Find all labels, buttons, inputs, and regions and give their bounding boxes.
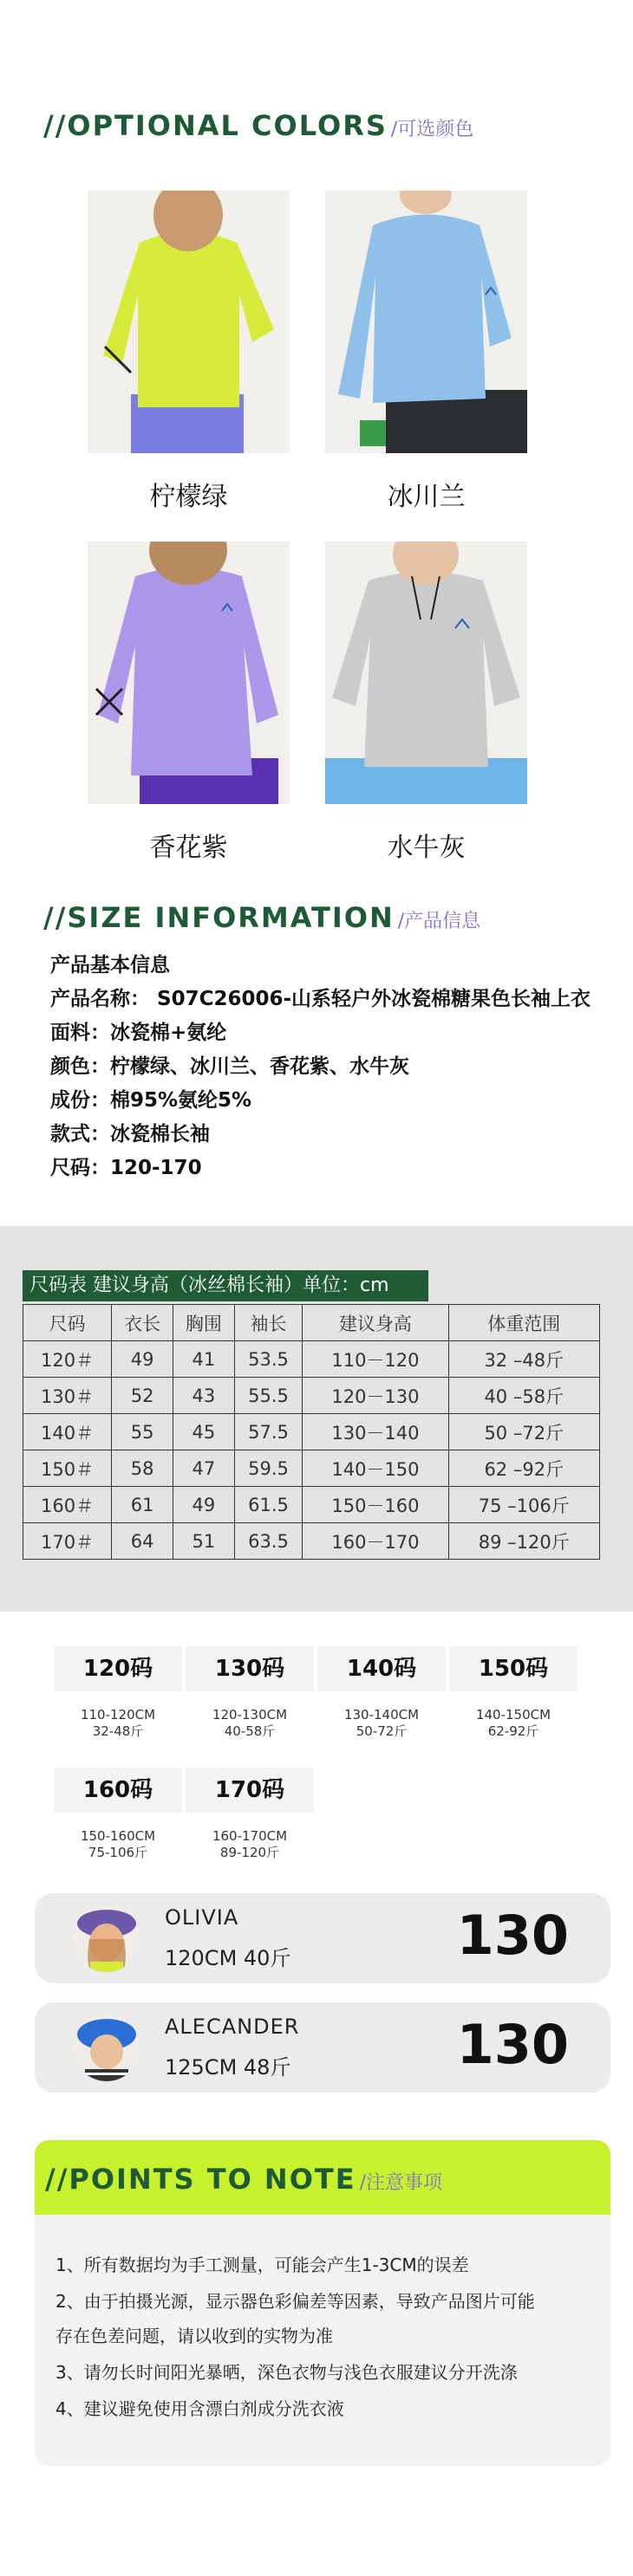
table-cell: 61.5 (234, 1487, 303, 1523)
size-chip-desc (54, 1707, 182, 1740)
size-chip: 130码 (186, 1646, 314, 1691)
table-cell: 64 (112, 1523, 173, 1560)
color-photo-grey (325, 542, 527, 804)
table-cell: 50 –72斤 (448, 1414, 599, 1450)
table-header-cell: 袖长 (234, 1305, 303, 1341)
table-cell: 47 (173, 1450, 234, 1487)
table-cell: 160＃ (23, 1487, 112, 1523)
model-name: ALECANDER (165, 2015, 300, 2039)
table-cell: 32 –48斤 (448, 1341, 599, 1378)
chip-weight: 75-106斤 (88, 1845, 148, 1860)
color-name-blue: 冰川兰 (387, 482, 466, 512)
color-photo-purple (88, 542, 290, 804)
table-row (23, 1341, 600, 1378)
table-cell: 63.5 (234, 1523, 303, 1560)
table-cell: 61 (112, 1487, 173, 1523)
table-cell: 150＃ (23, 1450, 112, 1487)
table-header-cell: 胸围 (173, 1305, 234, 1341)
colors-title-en: //OPTIONAL COLORS (43, 109, 388, 142)
table-cell: 140－150 (303, 1450, 448, 1487)
size-chip-desc (317, 1707, 446, 1740)
product-info (50, 949, 591, 1185)
table-cell: 130＃ (23, 1378, 112, 1414)
chip-height: 130-140CM (343, 1707, 420, 1723)
table-cell: 170＃ (23, 1523, 112, 1560)
table-row (23, 1414, 600, 1450)
chip-weight: 32-48斤 (92, 1723, 144, 1739)
notes-title-cn: /注意事项 (359, 2172, 442, 2194)
girl-portrait-icon (73, 1904, 140, 1972)
table-header-cell: 衣长 (112, 1305, 173, 1341)
size-chip: 140码 (317, 1646, 446, 1691)
model-measurements: 120CM 40斤 (165, 1946, 291, 1970)
model-card-olivia (35, 1893, 610, 1983)
info-line: 产品名称： S07C26006-山系轻户外冰瓷棉糖果色长袖上衣 (50, 988, 591, 1010)
table-cell: 45 (173, 1414, 234, 1450)
table-cell: 130－140 (303, 1414, 448, 1450)
size-title-cn: /产品信息 (397, 911, 481, 932)
color-name-purple: 香花紫 (149, 833, 228, 863)
info-line: 成份：棉95%氨纶5% (50, 1089, 252, 1112)
info-line: 面料：冰瓷棉+氨纶 (50, 1022, 227, 1044)
table-header-row (23, 1305, 600, 1341)
chip-height: 110-120CM (80, 1707, 156, 1723)
table-header-cell: 尺码 (23, 1305, 112, 1341)
note-line: 4、建议避免使用含漂白剂成分洗衣液 (55, 2398, 344, 2419)
table-cell: 52 (112, 1378, 173, 1414)
table-cell: 89 –120斤 (448, 1523, 599, 1560)
table-cell: 49 (112, 1341, 173, 1378)
table-cell: 40 –58斤 (448, 1378, 599, 1414)
lime-shirt-photo (88, 191, 290, 453)
purple-shirt-photo (88, 542, 290, 804)
size-table (23, 1304, 600, 1560)
notes-title-en: //POINTS TO NOTE (45, 2163, 356, 2196)
chip-weight: 40-58斤 (224, 1723, 276, 1739)
size-chip-desc (54, 1828, 182, 1861)
boy-portrait-icon (73, 2014, 140, 2081)
size-chip-desc (186, 1828, 314, 1861)
chip-height: 120-130CM (212, 1707, 288, 1723)
table-cell: 43 (173, 1378, 234, 1414)
note-line: 2、由于拍摄光源，显示器色彩偏差等因素，导致产品图片可能 (55, 2291, 535, 2312)
info-line: 尺码：120-170 (50, 1157, 202, 1179)
chip-weight: 89-120斤 (219, 1845, 280, 1860)
chip-height: 140-150CM (475, 1707, 551, 1723)
table-cell: 55 (112, 1414, 173, 1450)
color-name-grey: 水牛灰 (387, 833, 466, 863)
table-cell: 41 (173, 1341, 234, 1378)
table-row (23, 1450, 600, 1487)
colors-section-title (43, 109, 473, 142)
table-row (23, 1487, 600, 1523)
size-chip-desc (449, 1707, 578, 1740)
table-cell: 57.5 (234, 1414, 303, 1450)
table-cell: 150－160 (303, 1487, 448, 1523)
note-line: 3、请勿长时间阳光暴晒，深色衣物与浅色衣服建议分开洗涤 (55, 2362, 518, 2383)
model-size: 130 (456, 1904, 569, 1967)
color-photo-lime (88, 191, 290, 453)
table-header-cell: 建议身高 (303, 1305, 448, 1341)
chip-height: 150-160CM (80, 1828, 156, 1844)
info-line: 产品基本信息 (50, 954, 170, 977)
info-line: 款式：冰瓷棉长袖 (50, 1123, 210, 1145)
color-photo-blue (325, 191, 527, 453)
chip-height: 160-170CM (212, 1828, 288, 1844)
chip-weight: 50-72斤 (356, 1723, 408, 1739)
size-chip-desc (186, 1707, 314, 1740)
table-cell: 55.5 (234, 1378, 303, 1414)
info-line: 颜色：柠檬绿、冰川兰、香花紫、水牛灰 (50, 1055, 409, 1078)
color-name-lime: 柠檬绿 (149, 482, 228, 512)
chip-weight: 62-92斤 (487, 1723, 539, 1739)
table-cell: 75 –106斤 (448, 1487, 599, 1523)
table-cell: 120－130 (303, 1378, 448, 1414)
size-title-en: //SIZE INFORMATION (43, 901, 395, 934)
table-row (23, 1378, 600, 1414)
notes-section-title (45, 2163, 442, 2196)
alecander-avatar (73, 2014, 140, 2081)
size-section-title (43, 901, 480, 934)
olivia-avatar (73, 1904, 140, 1972)
table-cell: 59.5 (234, 1450, 303, 1487)
table-cell: 49 (173, 1487, 234, 1523)
table-cell: 110－120 (303, 1341, 448, 1378)
model-card-alecander (35, 2002, 610, 2093)
colors-title-cn: /可选颜色 (390, 119, 474, 140)
note-line: 1、所有数据均为手工测量，可能会产生1-3CM的误差 (55, 2255, 469, 2275)
size-chip: 120码 (54, 1646, 182, 1691)
table-cell: 51 (173, 1523, 234, 1560)
blue-shirt-photo (325, 191, 527, 453)
table-cell: 140＃ (23, 1414, 112, 1450)
model-size: 130 (456, 2013, 569, 2076)
model-measurements: 125CM 48斤 (165, 2055, 291, 2080)
table-header-cell: 体重范围 (448, 1305, 599, 1341)
model-name: OLIVIA (165, 1905, 239, 1930)
size-table-caption: 尺码表 建议身高（冰丝棉长袖）单位：cm (23, 1270, 428, 1301)
table-cell: 58 (112, 1450, 173, 1487)
table-cell: 62 –92斤 (448, 1450, 599, 1487)
note-line: 存在色差问题，请以收到的实物为准 (55, 2326, 333, 2346)
table-row (23, 1523, 600, 1560)
size-chip: 160码 (54, 1768, 182, 1813)
size-chip: 170码 (186, 1768, 314, 1813)
table-cell: 53.5 (234, 1341, 303, 1378)
table-cell: 120＃ (23, 1341, 112, 1378)
size-chip: 150码 (449, 1646, 578, 1691)
grey-shirt-photo (325, 542, 527, 804)
notes-panel (35, 2140, 610, 2466)
table-cell: 160－170 (303, 1523, 448, 1560)
